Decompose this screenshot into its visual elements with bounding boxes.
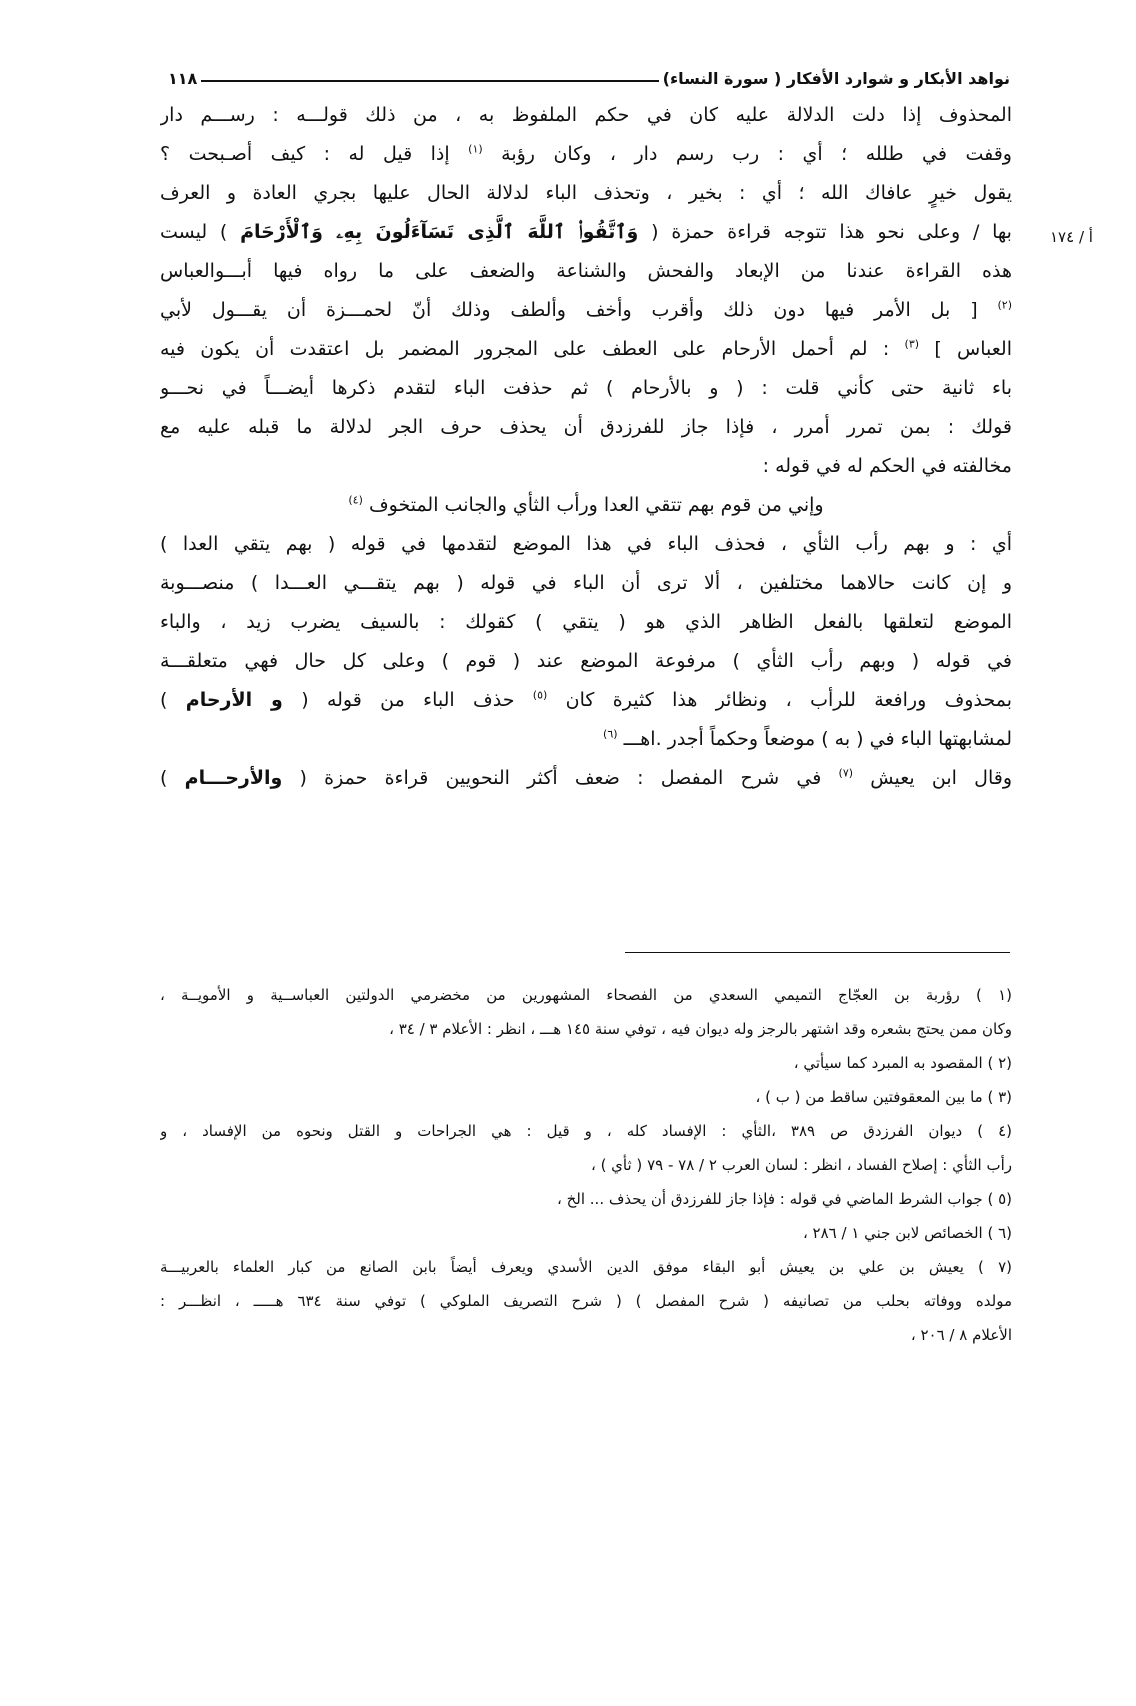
text-run: لمشابهتها الباء في ( به ) موضعاً وحكماً أجدر .اهـــ bbox=[623, 728, 1012, 750]
footnote-ref: (٤) bbox=[348, 493, 363, 507]
footnote-line: (١ ) رؤربة بن العجّاج التميمي السعدي من الفصحاء المشهورين من مخضرمي الدولتين العباســية و الأمويــة ، bbox=[160, 986, 1012, 1004]
verse-line bbox=[160, 486, 1012, 525]
footnote-line: رأب الثأي : إصلاح الفساد ، انظر : لسان العرب ٢ / ٧٨ - ٧٩ ( ثأي ) ، bbox=[590, 1156, 1012, 1174]
footnote-ref: (٥) bbox=[532, 688, 548, 702]
text-line bbox=[160, 291, 1012, 330]
text-line bbox=[160, 135, 1012, 174]
text-run: في شرح المفصل : ضعف أكثر النحويين قراءة حمزة ( bbox=[299, 767, 822, 789]
text-line bbox=[160, 252, 1012, 291]
page-number: ١١٨ bbox=[168, 69, 198, 88]
footnote-line: (٤ ) ديوان الفرزدق ص ٣٨٩ ،الثأي : الإفساد كله ، و قيل : هي الجراحات و القتل ونحوه من الإفساد ، و bbox=[160, 1122, 1012, 1140]
text-line bbox=[160, 681, 1012, 720]
footnote-line: مولده ووفاته بحلب من تصانيفه ( شرح المفصل ) ( شرح التصريف الملوكي ) توفي سنة ٦٣٤ هـــــ ، انظـــر : bbox=[160, 1292, 1012, 1310]
bold-term: و الأرحام bbox=[185, 689, 283, 711]
text-run: قولك : بمن تمرر أمرر ، فإذا جاز للفرزدق أن يحذف حرف الجر لدلالة ما قبله عليه مع bbox=[160, 416, 1012, 438]
text-run: في قوله ( وبهم رأب الثأي ) مرفوعة الموضع عند ( قوم ) وعلى كل حال فهي متعلقـــة bbox=[160, 650, 1012, 672]
footnotes bbox=[160, 978, 1012, 1352]
footnote-line: وكان ممن يحتج بشعره وقد اشتهر بالرجز وله ديوان فيه ، توفي سنة ١٤٥ هـــ ، انظر : الأعلام ٣ / ٣٤ ، bbox=[389, 1020, 1012, 1038]
text-run: يقول خيرٍ عافاك الله ؛ أي : بخير ، وتحذف الباء لدلالة الحال عليها بجري العادة و العرف bbox=[160, 182, 1012, 204]
text-line bbox=[160, 564, 1012, 603]
footnote-ref: (١) bbox=[468, 142, 483, 156]
text-run: أي : و بهم رأب الثأي ، فحذف الباء في هذا الموضع لتقدمها في قوله ( بهم يتقي العدا ) bbox=[160, 533, 1012, 555]
text-run: الموضع لتعلقها بالفعل الظاهر الذي هو ( يتقي ) كقولك : بالسيف يضرب زيد ، والباء bbox=[160, 611, 1012, 633]
text-run: ) bbox=[160, 767, 168, 789]
footnote-line: (٢ ) المقصود به المبرد كما سيأتي ، bbox=[793, 1054, 1012, 1072]
footnote-line: (٣ ) ما بين المعقوفتين ساقط من ( ب ) ، bbox=[755, 1088, 1012, 1106]
text-run: حذف الباء من قوله ( bbox=[301, 689, 515, 711]
footnote-line: (٦ ) الخصائص لابن جني ١ / ٢٨٦ ، bbox=[802, 1224, 1012, 1242]
text-run: بمحذوف ورافعة للرأب ، ونظائر هذا كثيرة كان bbox=[565, 689, 1012, 711]
text-line bbox=[160, 447, 1012, 486]
text-run: : لم أحمل الأرحام على العطف على المجرور المضمر بل اعتقدت أن يكون فيه bbox=[160, 338, 890, 360]
text-run: المحذوف إذا دلت الدلالة عليه كان في حكم الملفوظ به ، من ذلك قولـــه : رســـم دار bbox=[160, 104, 1012, 126]
header-rule bbox=[201, 80, 658, 82]
text-line bbox=[160, 330, 1012, 369]
text-line bbox=[160, 408, 1012, 447]
manuscript-folio-note: أ / ١٧٤ bbox=[1050, 228, 1093, 246]
text-line bbox=[160, 759, 1012, 798]
text-line bbox=[160, 174, 1012, 213]
text-line bbox=[160, 213, 1012, 252]
text-run: مخالفته في الحكم له في قوله : bbox=[762, 455, 1012, 477]
bold-term: والأرحـــام bbox=[184, 767, 283, 789]
text-line bbox=[160, 369, 1012, 408]
footnote-line: (٧ ) يعيش بن علي بن يعيش أبو البقاء موفق الدين الأسدي ويعرف أيضاً بابن الصانع من كبار العلماء بالعربيـــة bbox=[160, 1258, 1012, 1276]
footnote-separator bbox=[625, 952, 1010, 953]
text-run: وإني من قوم بهم تتقي العدا ورأب الثأي والجانب المتخوف bbox=[368, 494, 824, 516]
text-run: باء ثانية حتى كأني قلت : ( و بالأرحام ) ثم حذفت الباء لتقدم ذكرها أيضـــاً في نحـــو bbox=[160, 377, 1012, 399]
text-run: إذا قيل له : كيف أصـبحت ؟ bbox=[160, 143, 450, 165]
text-run: هذه القراءة عندنا من الإبعاد والفحش والشناعة والضعف على ما رواه فيها أبـــوالعباس bbox=[160, 260, 1012, 282]
text-run: و إن كانت حالاهما مختلفين ، ألا ترى أن الباء في قوله ( بهم يتقـــي العـــدا ) منصـــوبة bbox=[160, 572, 1012, 594]
text-line bbox=[160, 525, 1012, 564]
text-line bbox=[160, 96, 1012, 135]
running-header bbox=[168, 62, 1010, 88]
quran-quote: وَٱتَّقُوا۟ ٱللَّهَ ٱلَّذِى تَسَآءَلُونَ بِهِۦ وَٱلْأَرْحَامَ bbox=[240, 221, 639, 243]
footnote-ref: (٣) bbox=[904, 337, 920, 351]
footnote-ref: (٧) bbox=[838, 766, 854, 780]
text-run: العباس ] bbox=[934, 338, 1012, 360]
text-run: وقال ابن يعيش bbox=[870, 767, 1012, 789]
text-run: ) ليست bbox=[160, 221, 228, 243]
text-line bbox=[160, 720, 1012, 759]
text-run: وقفت في طلله ؛ أي : رب رسم دار ، وكان رؤبة bbox=[501, 143, 1012, 165]
text-run: بها / وعلى نحو هذا تتوجه قراءة حمزة ( bbox=[651, 221, 1012, 243]
footnote-line: الأعلام ٨ / ٢٠٦ ، bbox=[910, 1326, 1012, 1344]
footnote-ref: (٢) bbox=[997, 298, 1012, 312]
main-text bbox=[160, 96, 1012, 798]
header-title: نواهد الأبكار و شوارد الأفكار ( سورة النساء) bbox=[662, 69, 1010, 88]
text-line bbox=[160, 603, 1012, 642]
footnote-line: (٥ ) جواب الشرط الماضي في قوله : فإذا جاز للفرزدق أن يحذف ... الخ ، bbox=[556, 1190, 1012, 1208]
text-line bbox=[160, 642, 1012, 681]
text-run: [ بل الأمر فيها دون ذلك وأقرب وأخف وألطف وذلك أنّ لحمـــزة أن يقـــول لأبي bbox=[160, 299, 978, 321]
footnote-ref: (٦) bbox=[603, 727, 618, 741]
text-run: ) bbox=[160, 689, 168, 711]
